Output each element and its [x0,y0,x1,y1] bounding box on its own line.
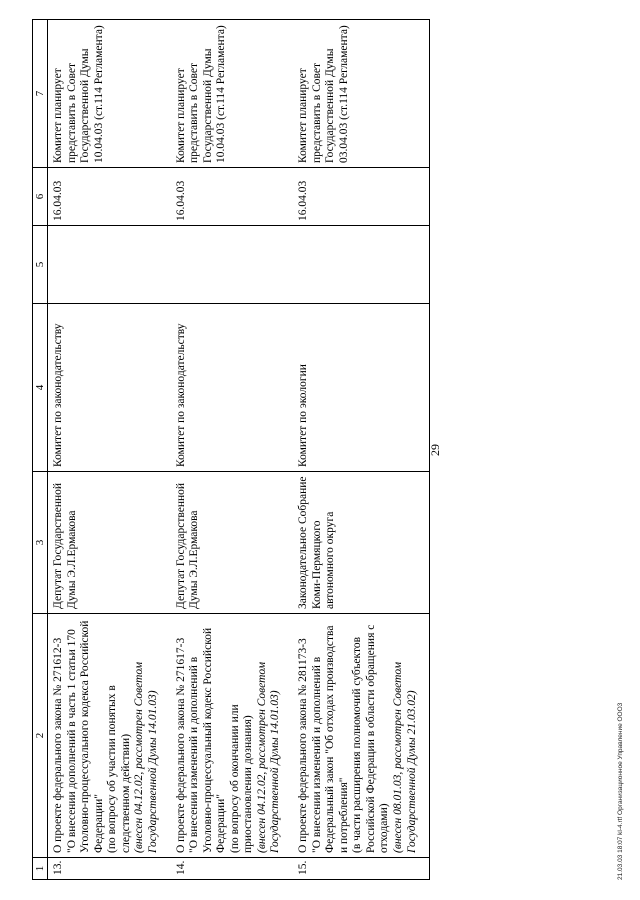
bill-description [171,614,294,858]
column-header: 7 [33,20,48,168]
column-header: 5 [33,226,48,304]
bill-note: (внесен 04.12.02, рассмотрен Советом Государственной Думы 14.01.03) [255,661,282,853]
bill-note: (внесен 08.01.03, рассмотрен Советом Государственной Думы 21.03.02) [391,661,418,853]
column-header: 4 [33,304,48,472]
column-5-cell [293,226,430,304]
initiator: Депутат Государственной Думы Э.Л.Ермакова [171,472,294,614]
column-5-cell [48,226,171,304]
bill-number: О проекте федерального закона № 271617-3 [174,637,187,853]
bill-note: (внесен 04.12.02, рассмотрен Советом Государственной Думы 14.01.03) [133,661,159,853]
initiator: Законодательное Собрание Коми-Пермяцкого автономного округа [293,472,430,614]
committee: Комитет по законодательству [171,304,294,472]
plan: Комитет планирует представить в Совет Государственной Думы 10.04.03 (ст.114 Регламента) [48,20,171,168]
initiator: Депутат Государственной Думы Э.Л.Ермакова [48,472,171,614]
bill-subject: (по вопросу об участии понятых в следственном действии) [106,685,132,853]
bill-title: "О внесении дополнений в часть 1 статьи 170 Уголовно-процессуального кодекса Российской Федерации" [65,620,105,853]
column-header: 1 [33,858,48,880]
table-row [48,20,171,880]
row-number: 14. [171,858,294,880]
bill-title: "О внесении изменений и дополнений в Уголовно-процессуальный кодекс Российской Федерации" [188,627,228,853]
bill-subject: (в части расширения полномочий субъектов Российской Федерации в области обращения с отходами) [351,624,391,853]
column-header: 3 [33,472,48,614]
bill-description [48,614,171,858]
committee: Комитет по законодательству [48,304,171,472]
committee: Комитет по экологии [293,304,430,472]
table-row [293,20,430,880]
bill-title: "О внесении изменений и дополнений в Федеральный закон "Об отходах производства и потребления" [310,625,350,853]
bill-number: О проекте федерального закона № 281173-3 [297,638,309,853]
agenda-table [32,19,430,880]
date: 16.04.03 [48,168,171,226]
table-row [171,20,294,880]
date: 16.04.03 [293,168,430,226]
column-5-cell [171,226,294,304]
rotated-page [32,20,632,880]
column-header: 6 [33,168,48,226]
bill-description [293,614,430,858]
column-header: 2 [33,614,48,858]
date: 16.04.03 [171,168,294,226]
file-footer: 21.03.03 18:07 kl-4.rtf Организационное Управление ООО3 [617,702,624,880]
plan: Комитет планирует представить в Совет Государственной Думы 10.04.03 (ст.114 Регламента) [171,20,294,168]
plan: Комитет планирует представить в Совет Государственной Думы 03.04.03 (ст.114 Регламента) [293,20,430,168]
bill-subject: (по вопросу об окончании или приостановлении дознания) [228,704,255,853]
row-number: 15. [293,858,430,880]
column-number-row [33,20,48,880]
page-number: 29 [428,444,442,456]
bill-number: О проекте федерального закона № 271612-3 [52,637,64,853]
row-number: 13. [48,858,171,880]
